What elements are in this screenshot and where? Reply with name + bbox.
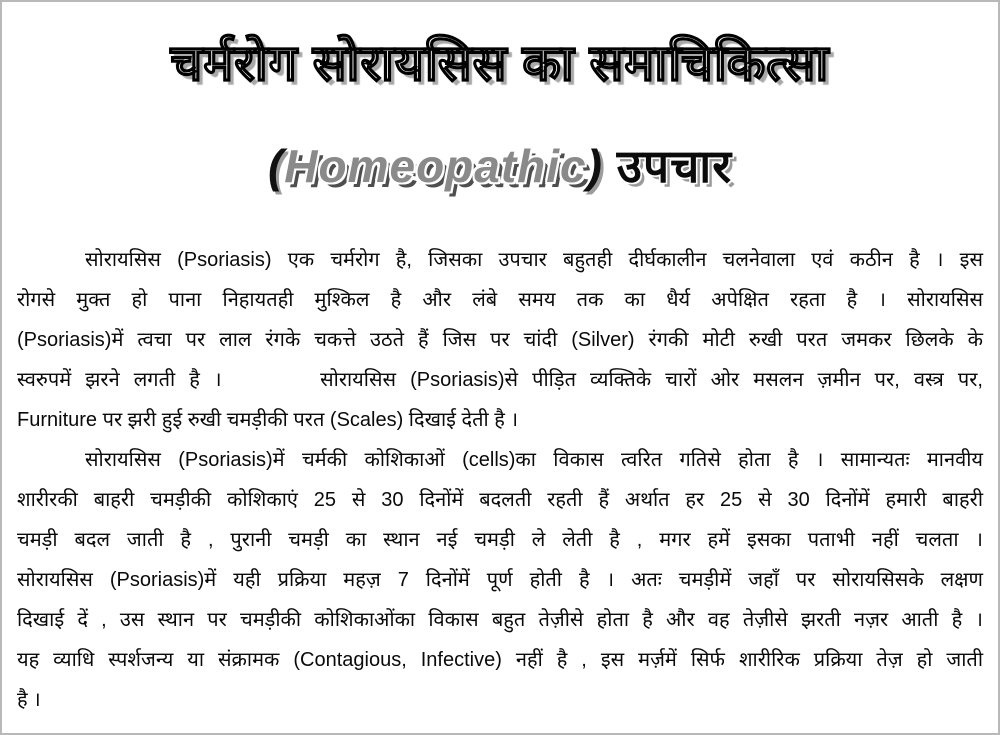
body-text-line: (Psoriasis)में त्वचा पर लाल रंगके चकत्ते उठते हैं जिस पर चांदी (Silver) रंगकी मोटी रुखी परत जमकर छिलके के: [17, 329, 983, 351]
document-subtitle: [2, 126, 998, 206]
body-text-line: है ।: [17, 689, 41, 711]
subtitle-close-paren: ): [586, 140, 603, 192]
body-text-line: स्वरुपमें झरने लगती है । सोरायसिस (Psoriasis)से पीड़ित व्यक्तिके चारों ओर मसलन ज़मीन पर, वस्त्र पर,: [17, 369, 983, 391]
document-title-hindi: चर्मरोग सोरायसिस का समाचिकित्सा: [170, 35, 830, 91]
subtitle-open-paren: (: [267, 140, 285, 192]
body-text-line: रोगसे मुक्त हो पाना निहायतही मुश्किल है और लंबे समय तक का धैर्य अपेक्षित रहता है । सोरायसिस: [17, 289, 983, 311]
subtitle-english-word: Homeopathic: [284, 140, 587, 192]
body-text-line: दिखाई दें , उस स्थान पर चमड़ीकी कोशिकाओंका विकास बहुत तेज़ीसे होता है और वह तेज़ीसे झरती नज़र आती है ।: [17, 609, 983, 631]
document-body: [2, 240, 998, 720]
body-text-line: यह व्याधि स्पर्शजन्य या संक्रामक (Contagious, Infective) नहीं है , इस मर्ज़में सिर्फ शारीरिक प्रक्रिया तेज़ हो जाती: [17, 649, 983, 671]
body-text-line: सोरायसिस (Psoriasis)में चर्मकी कोशिकाओं (cells)का विकास त्वरित गतिसे होता है । सामान्यतः मानवीय: [85, 449, 983, 471]
body-text-line: सोरायसिस (Psoriasis)में यही प्रक्रिया महज़ 7 दिनोंमें पूर्ण होती है । अतः चमड़ीमें जहाँ पर सोरायसिसके लक्षण: [17, 569, 983, 591]
paragraph-1: [17, 240, 983, 440]
body-text-line: शारीरकी बाहरी चमड़ीकी कोशिकाएं 25 से 30 दिनोंमें बदलती रहती हैं अर्थात हर 25 से 30 दिनोंमें हमारी बाहरी: [17, 489, 983, 511]
paragraph-2: [17, 440, 983, 720]
subtitle-hindi-word: उपचार: [602, 140, 733, 192]
body-text-line: Furniture पर झरी हुई रुखी चमड़ीकी परत (Scales) दिखाई देती है ।: [17, 409, 519, 431]
body-text-line: सोरायसिस (Psoriasis) एक चर्मरोग है, जिसका उपचार बहुतही दीर्घकालीन चलनेवाला एवं कठीन है । इस: [85, 249, 983, 271]
body-text-line: चमड़ी बदल जाती है , पुरानी चमड़ी का स्थान नई चमड़ी ले लेती है , मगर हमें इसका पताभी नहीं चलता ।: [17, 529, 983, 551]
